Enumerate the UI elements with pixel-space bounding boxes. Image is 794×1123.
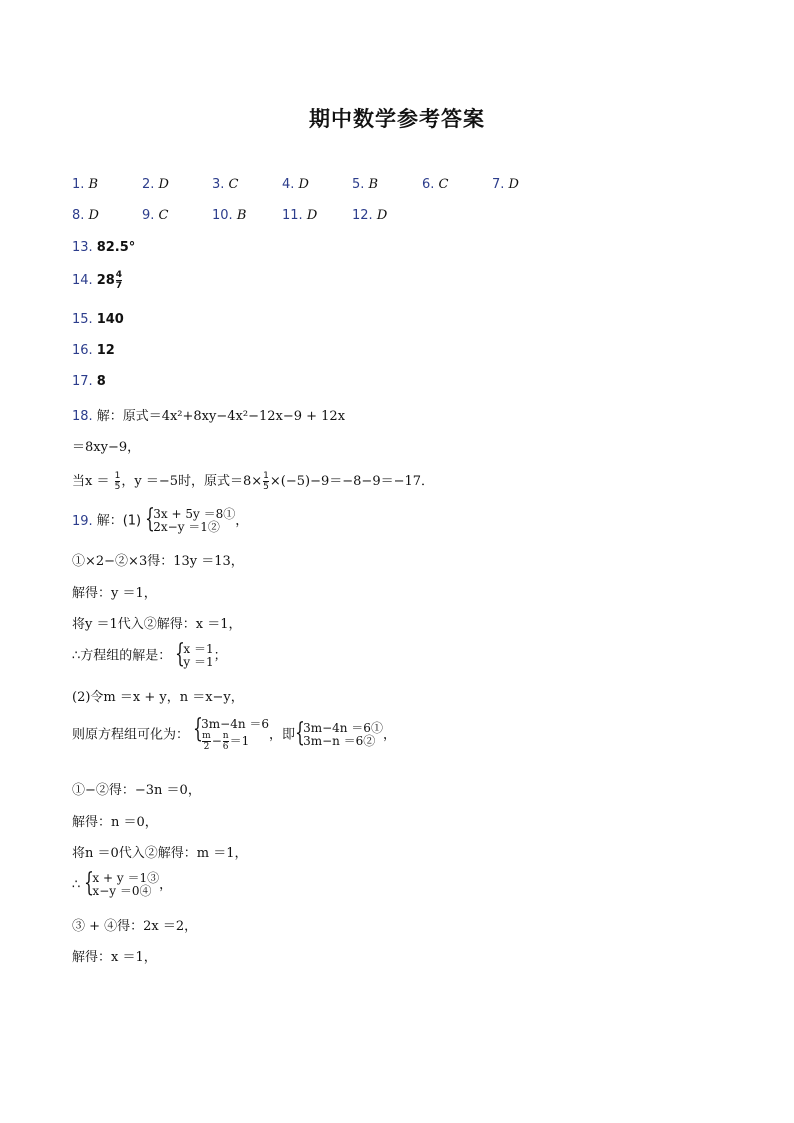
q19-line-5: ∴方程组的解是： { x ＝1 y ＝1 ； <box>72 639 227 669</box>
q19-line-10: 将n ＝0代入②解得：m ＝1， <box>72 846 248 861</box>
choice-item: 5. B <box>352 177 379 192</box>
q19-line-11: ∴ { x + y ＝1③ x−y ＝0④ ， <box>72 868 173 898</box>
equation-system-4: { 3m−4n ＝6① 3m−n ＝6② <box>295 718 383 748</box>
choice-item: 10. B <box>212 208 247 223</box>
q18-line-2: ＝8xy−9， <box>72 440 141 455</box>
equation-system-1: { 3x + 5y ＝8① 2x−y ＝1② <box>145 504 236 534</box>
q19-line-12: ③ + ④得：2x ＝2， <box>72 919 198 934</box>
answer-16: 16. 12 <box>72 343 115 358</box>
q19-line-1: 19. 解：(1) { 3x + 5y ＝8① 2x−y ＝1② ， <box>72 504 249 534</box>
q19-line-2: ①×2−②×3得：13y ＝13， <box>72 554 244 569</box>
q19-line-7: 则原方程组可化为： { 3m−4n ＝6 $\frac{m}{2}$ − $\frac{n}{6}$ ＝1 ，即 { 3m−4n ＝6① 3m−n ＝6② ， <box>72 714 396 752</box>
answer-15: 15. 140 <box>72 312 124 327</box>
answer-14: 14. 28 $\frac{4}{7}$ <box>72 270 123 291</box>
choice-item: 1. B <box>72 177 99 192</box>
q19-line-3: 解得：y ＝1， <box>72 586 157 601</box>
fraction-one-fifth: $\frac{1}{5}$ <box>263 471 269 492</box>
choice-item: 3. C <box>212 177 239 192</box>
choice-item: 9. C <box>142 208 169 223</box>
choice-item: 7. D <box>492 177 519 192</box>
choice-item: 2. D <box>142 177 169 192</box>
answer-13: 13. 82.5° <box>72 240 136 255</box>
fraction: $\frac{4}{7}$ <box>115 270 123 291</box>
q19-line-13: 解得：x ＝1， <box>72 950 157 965</box>
q19-line-8: ①−②得：−3n ＝0， <box>72 783 201 798</box>
q18-line-1: 18. 解：原式＝4x²+8xy−4x²−12x−9 + 12x <box>72 409 346 424</box>
q19-line-4: 将y ＝1代入②解得：x ＝1， <box>72 617 242 632</box>
q19-line-9: 解得：n ＝0， <box>72 815 158 830</box>
q19-line-6: (2)令m ＝x + y，n ＝x−y， <box>72 690 244 705</box>
choice-item: 6. C <box>422 177 449 192</box>
fraction-one-fifth: $\frac{1}{5}$ <box>114 471 121 492</box>
equation-system-5: { x + y ＝1③ x−y ＝0④ <box>84 868 160 898</box>
equation-system-3: { 3m−4n ＝6 $\frac{m}{2}$ − $\frac{n}{6}$ ＝1 <box>193 714 270 752</box>
equation-system-2: { x ＝1 y ＝1 <box>175 639 214 669</box>
page-title: 期中数学参考答案 <box>309 107 485 131</box>
answer-17: 17. 8 <box>72 374 106 389</box>
choice-item: 8. D <box>72 208 99 223</box>
q18-line-3: 当x ＝ $\frac{1}{5}$ ，y ＝−5时，原式＝8× $\frac{1}{5}$ ×(−5)−9＝−8−9＝−17． <box>72 471 435 492</box>
choice-item: 11. D <box>282 208 318 223</box>
choice-item: 12. D <box>352 208 388 223</box>
choice-item: 4. D <box>282 177 309 192</box>
